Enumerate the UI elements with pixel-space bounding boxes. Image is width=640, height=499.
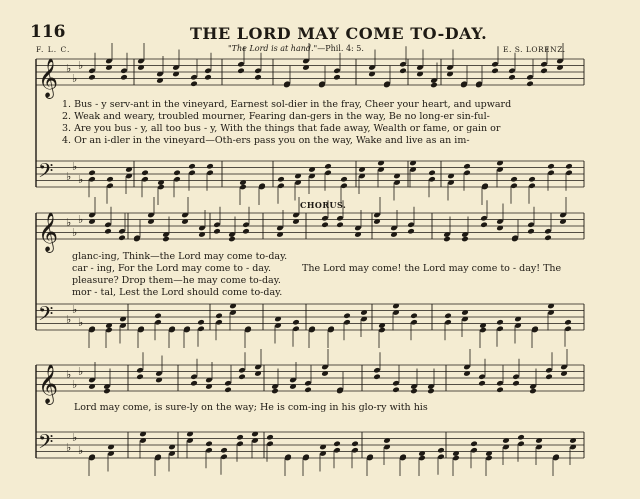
notehead <box>392 386 400 393</box>
verse-1-lyric: 1. Bus - y serv-ant in the vineyard, Earnest sol-dier in the fray, Cheer your heart, and upward <box>62 99 512 110</box>
notehead <box>266 434 274 441</box>
notehead <box>443 236 451 243</box>
notehead <box>526 80 534 87</box>
notehead <box>544 234 552 241</box>
notehead <box>410 312 418 319</box>
notehead <box>242 228 250 235</box>
notehead <box>271 388 279 395</box>
notehead <box>304 386 312 393</box>
flat-icon: ♭ <box>66 368 72 381</box>
notehead <box>512 380 520 387</box>
notehead <box>103 388 111 395</box>
notehead <box>215 312 223 319</box>
notehead <box>88 169 96 176</box>
flat-icon: ♭ <box>78 173 84 186</box>
notehead <box>351 440 359 447</box>
notehead <box>430 82 438 89</box>
verse-4-lyric: 4. Or an i-dler in the vineyard—Oth-ers pass you on the way, Wake and live as an im- <box>62 135 470 146</box>
notehead <box>480 221 488 228</box>
composer-credit: E. S. LORENZ. <box>503 45 566 54</box>
notehead <box>478 380 486 387</box>
notehead <box>508 74 516 81</box>
notehead <box>510 176 518 183</box>
flat-icon: ♭ <box>78 365 84 378</box>
chorus-lyric: The Lord may come! the Lord may come to - day! The <box>302 263 562 274</box>
notehead <box>197 319 205 326</box>
notehead <box>277 176 285 183</box>
hymn-title: THE LORD MAY COME TO-DAY. <box>190 24 488 43</box>
treble-clef-icon: 𝄞 <box>38 58 59 98</box>
notehead <box>213 228 221 235</box>
notehead <box>463 163 471 170</box>
notehead <box>547 163 555 170</box>
notehead <box>154 312 162 319</box>
notehead <box>343 312 351 319</box>
system3-lyric: Lord may come, is sure-ly on the way; He is com-ing in his glo-ry with his <box>74 402 428 413</box>
notehead <box>238 373 246 380</box>
notehead <box>399 67 407 74</box>
flat-icon: ♭ <box>72 378 78 391</box>
notehead <box>204 74 212 81</box>
flat-icon: ♭ <box>72 72 78 85</box>
notehead <box>333 440 341 447</box>
flat-icon: ♭ <box>66 170 72 183</box>
notehead <box>118 234 126 241</box>
flat-icon: ♭ <box>72 226 78 239</box>
flat-icon: ♭ <box>66 62 72 75</box>
verse-3-lyric: 3. Are you bus - y, all too bus - y, With the things that fade away, Wealth or fame, or gain or <box>62 123 501 134</box>
system2-lyric-3: pleasure? Drop them—he may come to-day. <box>72 275 281 286</box>
notehead <box>428 169 436 176</box>
system2-lyric-2: car - ing, For the Lord may come to - day. <box>72 263 272 274</box>
treble-clef-icon: 𝄞 <box>38 364 59 404</box>
flat-icon: ♭ <box>78 444 84 457</box>
notehead <box>188 163 196 170</box>
notehead <box>190 380 198 387</box>
system2-lyric-1: glanc-ing, Think—the Lord may come to-day. <box>72 251 288 262</box>
notehead <box>324 163 332 170</box>
notehead <box>236 434 244 441</box>
notehead <box>141 169 149 176</box>
notehead <box>373 373 381 380</box>
notehead <box>517 434 525 441</box>
notehead <box>336 221 344 228</box>
flat-icon: ♭ <box>72 303 78 316</box>
notehead <box>545 373 553 380</box>
flat-icon: ♭ <box>78 316 84 329</box>
notehead <box>321 221 329 228</box>
notehead <box>496 319 504 326</box>
notehead <box>444 312 452 319</box>
notehead <box>410 388 418 395</box>
flat-icon: ♭ <box>66 313 72 326</box>
notehead <box>340 176 348 183</box>
lyricist-credit: F. L. C. <box>36 45 71 54</box>
notehead <box>527 228 535 235</box>
flat-icon: ♭ <box>66 216 72 229</box>
notehead <box>565 163 573 170</box>
notehead <box>491 67 499 74</box>
notehead <box>333 74 341 81</box>
chorus-label: CHORUS. <box>300 200 347 210</box>
notehead <box>190 80 198 87</box>
notehead <box>162 236 170 243</box>
notehead <box>254 74 262 81</box>
notehead <box>461 236 469 243</box>
notehead <box>564 319 572 326</box>
epigraph-reference: —Phil. 4: 5. <box>317 44 364 53</box>
notehead <box>427 388 435 395</box>
bass-clef-icon: 𝄢 <box>38 159 54 187</box>
notehead <box>205 440 213 447</box>
notehead <box>496 386 504 393</box>
notehead <box>104 228 112 235</box>
flat-icon: ♭ <box>78 59 84 72</box>
notehead <box>407 228 415 235</box>
notehead <box>224 386 232 393</box>
notehead <box>437 447 445 454</box>
notehead <box>470 440 478 447</box>
flat-icon: ♭ <box>72 160 78 173</box>
notehead <box>88 74 96 81</box>
epigraph-quote: "The Lord is at hand." <box>228 44 318 53</box>
flat-icon: ♭ <box>72 431 78 444</box>
page-number: 116 <box>30 22 66 42</box>
notehead <box>136 373 144 380</box>
notehead <box>292 319 300 326</box>
notehead <box>206 163 214 170</box>
bass-clef-icon: 𝄢 <box>38 430 54 458</box>
notehead <box>228 236 236 243</box>
notehead <box>540 67 548 74</box>
notehead <box>220 447 228 454</box>
notehead <box>237 67 245 74</box>
flat-icon: ♭ <box>78 213 84 226</box>
bass-clef-icon: 𝄢 <box>38 302 54 330</box>
notehead <box>120 74 128 81</box>
flat-icon: ♭ <box>66 441 72 454</box>
verse-2-lyric: 2. Weak and weary, troubled mourner, Fearing dan-gers in the way, Be no long-er sin-ful- <box>62 111 490 122</box>
notehead <box>173 169 181 176</box>
system2-lyric-4: mor - tal, Lest the Lord should come to-day. <box>72 287 283 298</box>
notehead <box>529 388 537 395</box>
treble-clef-icon: 𝄞 <box>38 212 59 252</box>
notehead <box>528 176 536 183</box>
notehead <box>106 176 114 183</box>
